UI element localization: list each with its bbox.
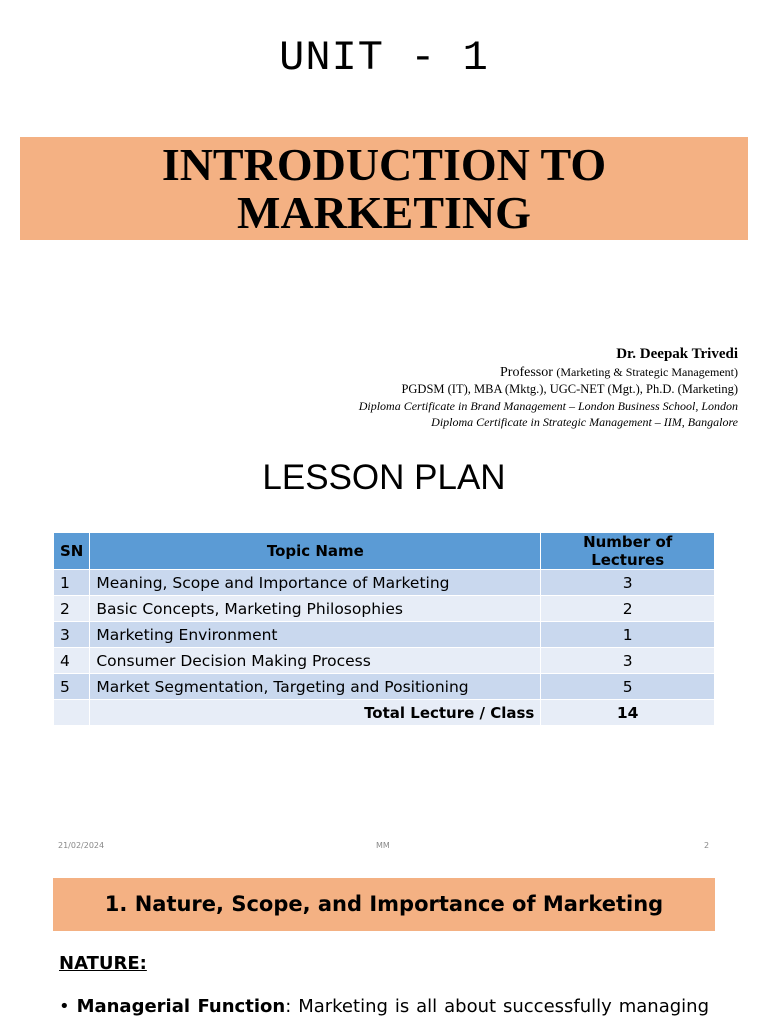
bullet-term: Managerial Function xyxy=(76,996,286,1017)
row-lectures: 3 xyxy=(541,570,715,596)
footer-date: 21/02/2024 xyxy=(58,841,105,850)
row-topic: Market Segmentation, Targeting and Positioning xyxy=(90,674,541,700)
row-lectures: 5 xyxy=(541,674,715,700)
row-topic: Meaning, Scope and Importance of Marketing xyxy=(90,570,541,596)
intro-title-line2: MARKETING xyxy=(237,187,531,238)
row-lectures: 3 xyxy=(541,648,715,674)
table-row xyxy=(54,570,715,596)
row-lectures: 2 xyxy=(541,596,715,622)
header-sn: SN xyxy=(54,533,90,570)
table-total-row xyxy=(54,700,715,726)
total-sn-empty xyxy=(54,700,90,726)
row-sn: 4 xyxy=(54,648,90,674)
header-topic: Topic Name xyxy=(90,533,541,570)
row-topic: Basic Concepts, Marketing Philosophies xyxy=(90,596,541,622)
table-row xyxy=(54,648,715,674)
table-row xyxy=(54,596,715,622)
row-sn: 3 xyxy=(54,622,90,648)
row-sn: 1 xyxy=(54,570,90,596)
unit-title: UNIT - 1 xyxy=(279,34,489,82)
total-value: 14 xyxy=(541,700,715,726)
table-row xyxy=(54,674,715,700)
row-topic: Consumer Decision Making Process xyxy=(90,648,541,674)
author-diploma-2: Diploma Certificate in Strategic Management – IIM, Bangalore xyxy=(431,415,738,429)
lesson-plan-title: LESSON PLAN xyxy=(262,458,506,497)
intro-banner xyxy=(20,137,748,240)
author-name: Dr. Deepak Trivedi xyxy=(616,346,738,362)
row-topic: Marketing Environment xyxy=(90,622,541,648)
footer-center: MM xyxy=(376,841,390,850)
nature-heading: NATURE: xyxy=(59,953,147,974)
table-header-row xyxy=(54,533,715,570)
intro-title-line1: INTRODUCTION TO xyxy=(161,139,607,190)
table-row xyxy=(54,622,715,648)
lesson-plan-table xyxy=(53,532,715,726)
author-role-detail: (Marketing & Strategic Management) xyxy=(556,365,738,379)
section-title: 1. Nature, Scope, and Importance of Marketing xyxy=(53,878,715,931)
row-sn: 2 xyxy=(54,596,90,622)
total-label: Total Lecture / Class xyxy=(90,700,541,726)
bullet-text: : Marketing is all about successfully managing xyxy=(285,996,709,1017)
author-block xyxy=(218,345,738,430)
author-diploma-1: Diploma Certificate in Brand Management – London Business School, London xyxy=(358,399,738,413)
author-role xyxy=(218,364,738,381)
header-lectures: Number of Lectures xyxy=(541,533,715,570)
row-lectures: 1 xyxy=(541,622,715,648)
author-role-title: Professor xyxy=(500,365,553,380)
row-sn: 5 xyxy=(54,674,90,700)
bullet-item: • Managerial Function: Marketing is all about successfully managing xyxy=(59,996,709,1017)
footer-page-number: 2 xyxy=(704,841,710,850)
author-qualifications: PGDSM (IT), MBA (Mktg.), UGC-NET (Mgt.), Ph.D. (Marketing) xyxy=(401,382,738,396)
